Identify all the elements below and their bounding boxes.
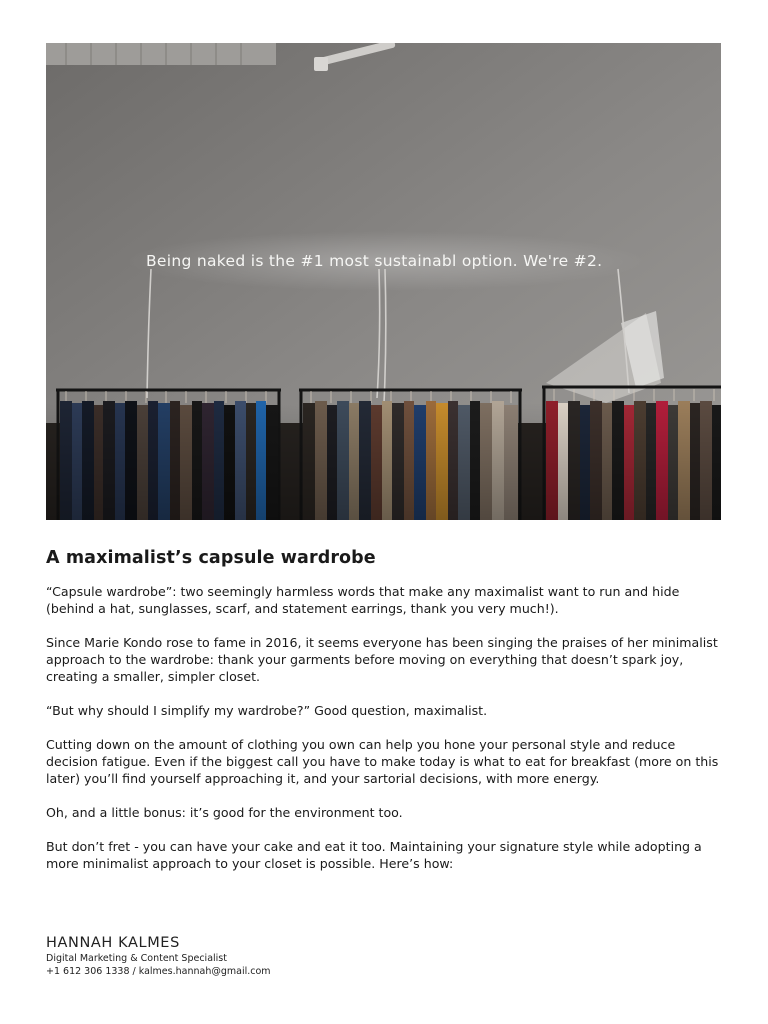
article-paragraph: But don’t fret - you can have your cake and eat it too. Maintaining your signature style while adopting a more minimalist approach to your closet is possible. Here’s how: [46, 839, 702, 871]
article-paragraph: Oh, and a little bonus: it’s good for the environment too. [46, 805, 403, 820]
article-paragraph: “But why should I simplify my wardrobe?” Good question, maximalist. [46, 703, 488, 718]
clothing-rack-photo [46, 43, 721, 520]
article-title: A maximalist’s capsule wardrobe [46, 548, 376, 568]
author-contact: +1 612 306 1338 / kalmes.hannah@gmail.com [46, 966, 271, 977]
article-paragraph: Since Marie Kondo rose to fame in 2016, it seems everyone has been singing the praises of her minimalist approach to the wardrobe: thank your garments before moving on everything that doesn’t spark joy, creating a smaller, simpler closet. [46, 635, 718, 684]
author-name: HANNAH KALMES [46, 935, 180, 951]
author-role: Digital Marketing & Content Specialist [46, 953, 227, 964]
article-paragraph: “Capsule wardrobe”: two seemingly harmless words that make any maximalist want to run and hide (behind a hat, sunglasses, scarf, and statement earrings, thank you very much!). [46, 584, 680, 616]
author-footer [46, 934, 271, 978]
article-paragraph: Cutting down on the amount of clothing you own can help you hone your personal style and reduce decision fatigue. Even if the biggest call you have to make today is what to eat for breakfast (more on this later) you’ll find yourself approaching it, and your sartorial decisions, with more energy. [46, 737, 719, 786]
neon-sign-text: Being naked is the #1 most sustainabl option. We're #2. [146, 252, 603, 270]
hero-photo [46, 43, 721, 520]
article [46, 548, 726, 889]
